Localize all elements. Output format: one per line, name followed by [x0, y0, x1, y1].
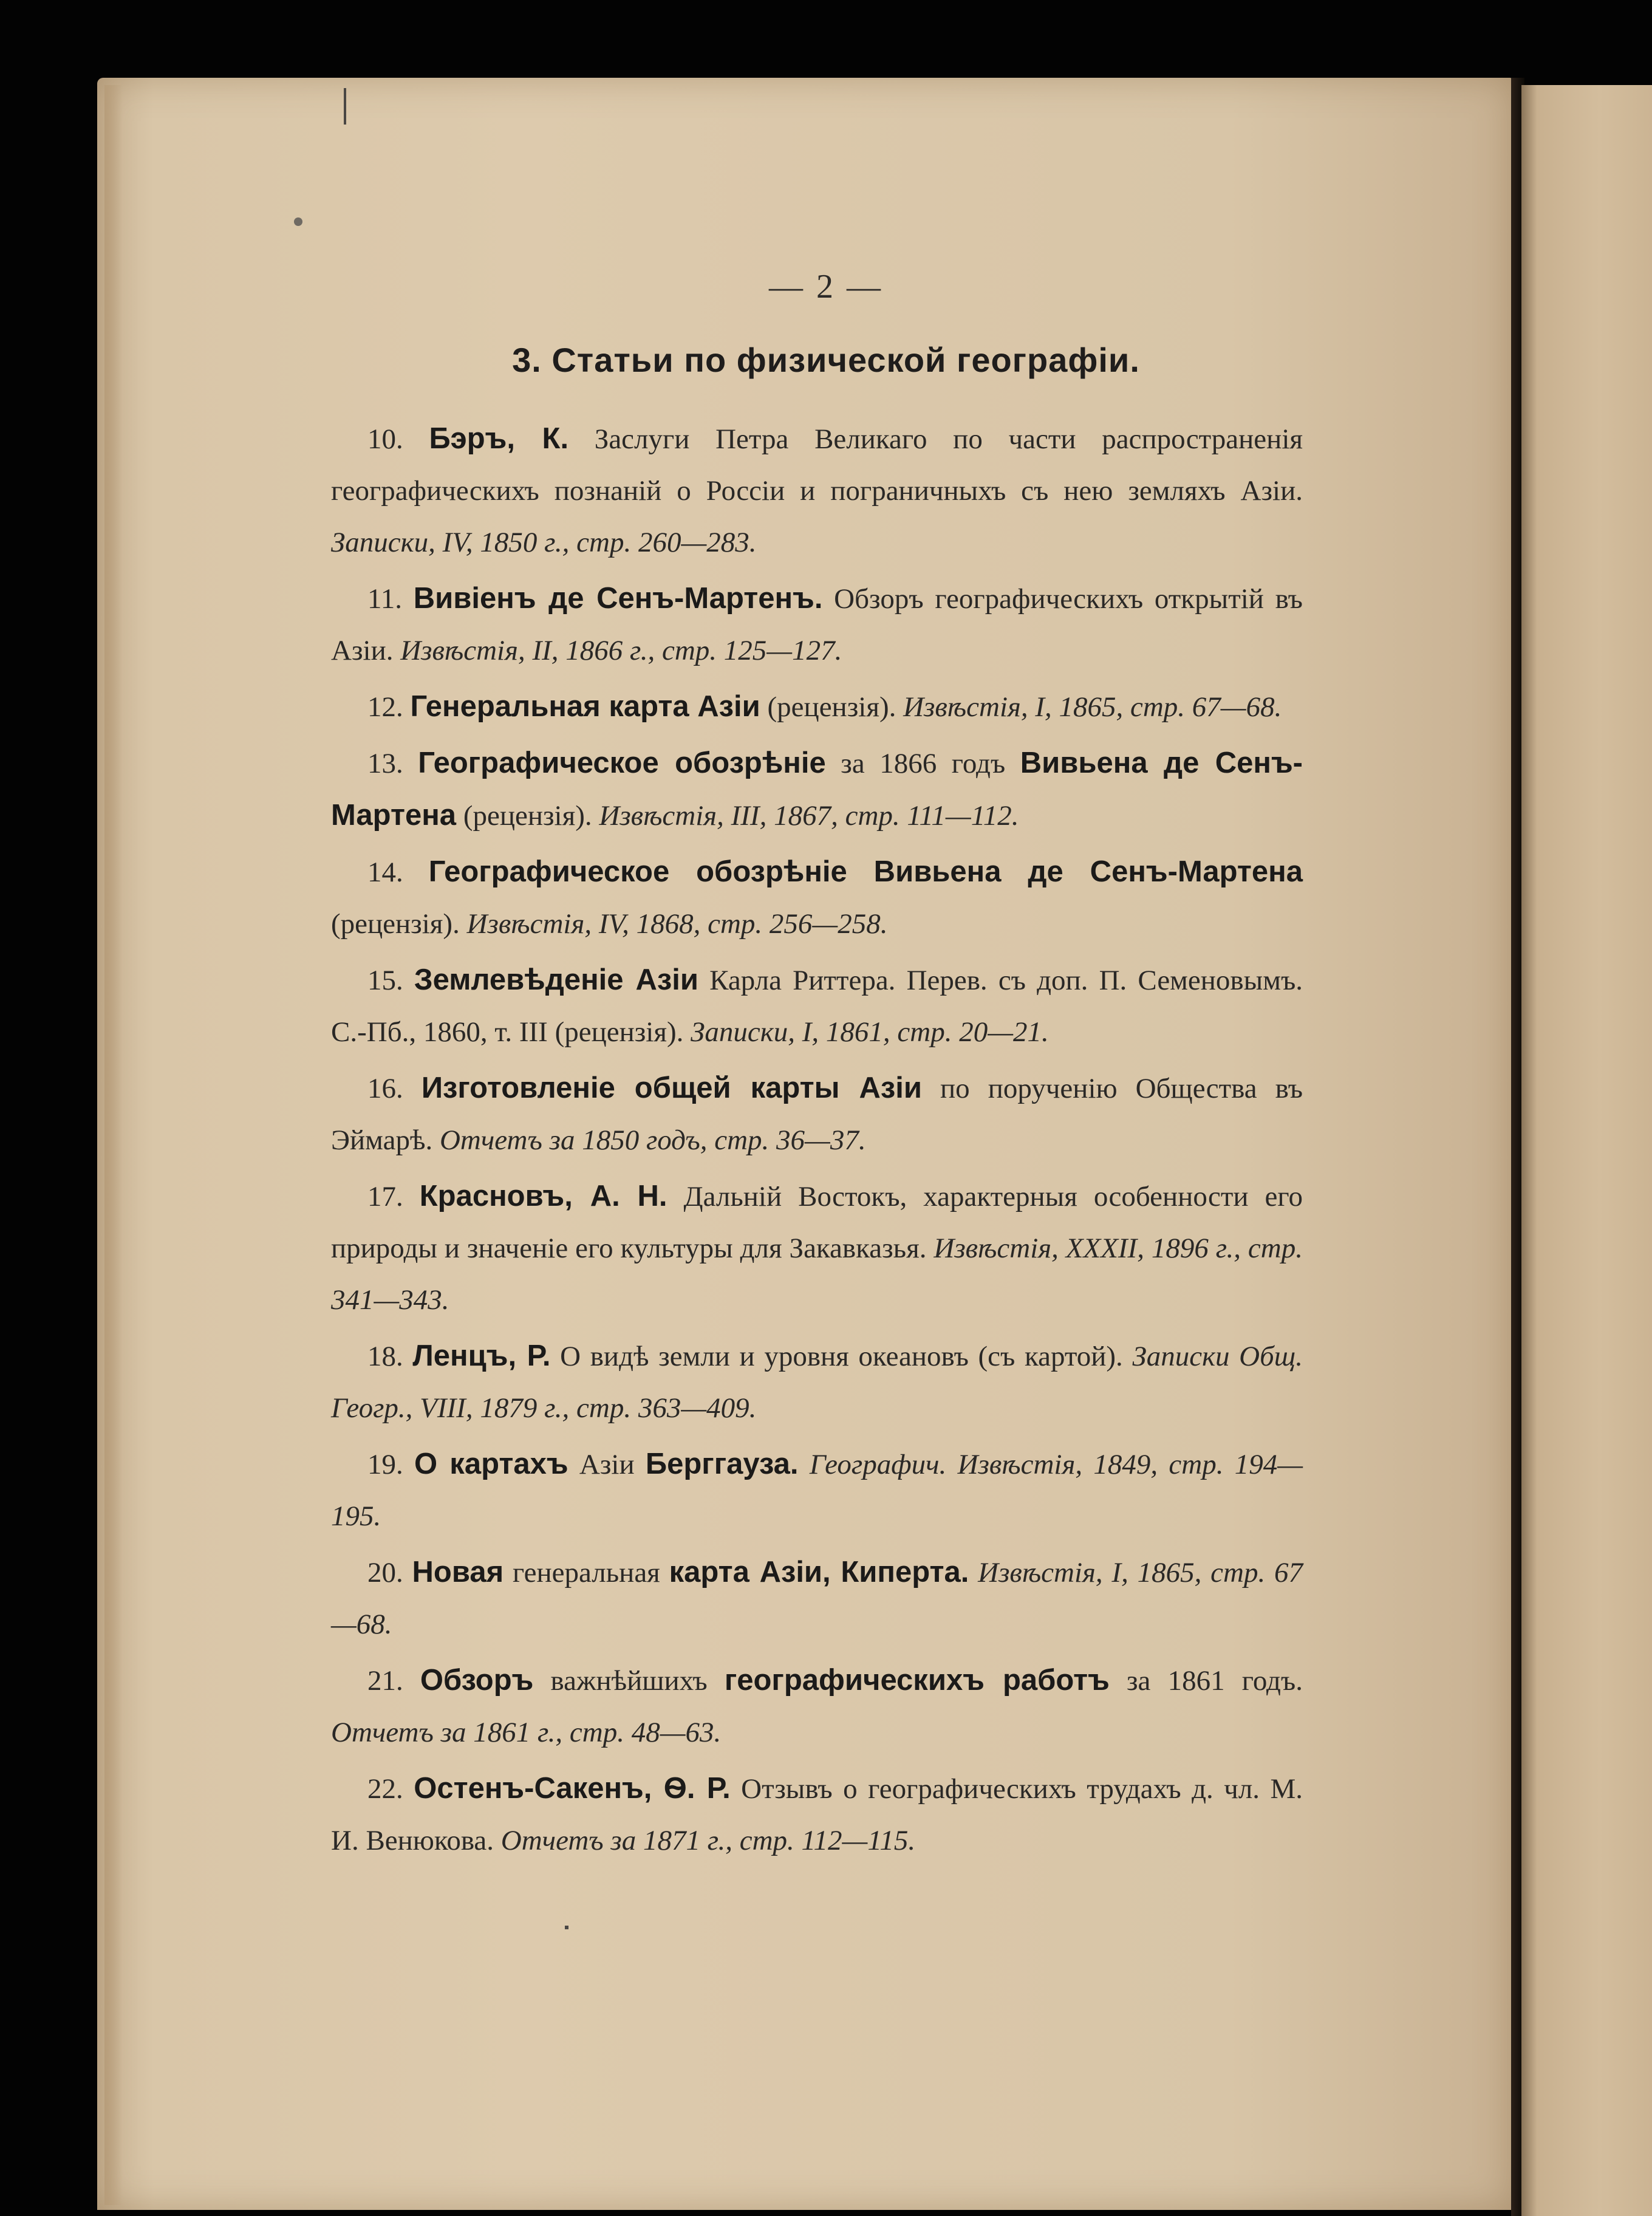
- entry-number: 18.: [367, 1341, 413, 1372]
- entry-source: Извѣстія, XXXII, 1896 г., стр. 341—343.: [331, 1233, 1303, 1316]
- bibliography-entry: [331, 846, 1303, 950]
- entry-number: 22.: [367, 1773, 414, 1805]
- entry-text: (рецензія).: [331, 908, 467, 940]
- page-number: — 2 —: [769, 268, 883, 306]
- entry-heading: Генеральная карта Азіи: [410, 690, 760, 723]
- entry-source: Записки, I, 1861, стр. 20—21.: [691, 1016, 1049, 1048]
- entry-text: [969, 1557, 978, 1588]
- entry-text: Дальній Востокъ, характерныя особенности его природы и значеніе его культуры для Закавказья.: [331, 1181, 1303, 1264]
- entry-source: Записки Общ. Геогр., VIII, 1879 г., стр. 363—409.: [331, 1341, 1303, 1424]
- entry-heading: О картахъ: [414, 1448, 568, 1480]
- bibliography-entry: [331, 1330, 1303, 1434]
- paper-spot: [294, 217, 302, 226]
- entry-source: Отчетъ за 1871 г., стр. 112—115.: [500, 1825, 916, 1856]
- bibliography-entry: [331, 413, 1303, 569]
- entry-source: Записки, IV, 1850 г., стр. 260—283.: [331, 527, 757, 558]
- entry-heading: Красновъ, А. Н.: [419, 1180, 667, 1212]
- bibliography-entry: [331, 737, 1303, 842]
- entry-source: Отчетъ за 1850 годъ, стр. 36—37.: [439, 1124, 866, 1156]
- bibliography-entry: [331, 1763, 1303, 1867]
- entry-heading: Бэръ, К.: [429, 422, 569, 455]
- entry-heading: Обзоръ: [420, 1664, 534, 1697]
- entry-text: за 1861 годъ.: [1109, 1665, 1303, 1697]
- section-title: 3. Статьи по физической географіи.: [512, 341, 1140, 379]
- entry-text: Азіи: [568, 1449, 646, 1480]
- bibliography-entry: [331, 1171, 1303, 1326]
- entry-heading: Землевѣденіе Азіи: [414, 963, 699, 996]
- entry-number: 21.: [367, 1665, 420, 1697]
- entry-number: 16.: [367, 1073, 422, 1104]
- entry-text: (рецензія).: [760, 691, 904, 723]
- entry-text: генеральная: [503, 1557, 669, 1588]
- entry-text: (рецензія).: [456, 800, 599, 832]
- entry-text: за 1866 годъ: [825, 748, 1020, 779]
- entry-source: Извѣстія, IV, 1868, стр. 256—258.: [466, 908, 888, 940]
- bibliography-entry: [331, 1547, 1303, 1650]
- entry-text: Обзоръ географическихъ открытій въ Азіи.: [331, 583, 1303, 666]
- entry-text: [799, 1449, 810, 1480]
- page-edge: [104, 85, 123, 2205]
- entry-number: 17.: [367, 1181, 420, 1212]
- entry-source: Извѣстія, I, 1865, стр. 67—68.: [903, 691, 1282, 723]
- entry-text: по порученію Общества въ Эймарѣ.: [331, 1073, 1303, 1156]
- entry-number: 19.: [367, 1449, 415, 1480]
- bibliography-entry: [331, 573, 1303, 677]
- entry-text: Отзывъ о географическихъ трудахъ д. чл. М. И. Венюкова.: [331, 1773, 1303, 1856]
- entry-heading: Берггауза.: [645, 1448, 799, 1480]
- entry-number: 12.: [367, 691, 411, 723]
- entry-heading: Изготовленіе общей карты Азіи: [421, 1072, 922, 1104]
- bibliography-entry: [331, 1655, 1303, 1759]
- entry-number: 13.: [367, 748, 418, 779]
- entry-heading: географическихъ работъ: [724, 1664, 1110, 1697]
- entry-source: Извѣстія, I, 1865, стр. 67—68.: [331, 1557, 1303, 1640]
- bibliography-entry: [331, 681, 1303, 733]
- entry-heading: Географическое обозрѣніе: [418, 747, 826, 779]
- entry-number: 11.: [367, 583, 414, 615]
- entry-source: Извѣстія, II, 1866 г., стр. 125—127.: [400, 635, 842, 666]
- entry-heading: Ленцъ, Р.: [412, 1339, 551, 1372]
- entry-heading: карта Азіи, Киперта.: [669, 1556, 969, 1588]
- entry-source: Географич. Извѣстія, 1849, стр. 194—195.: [331, 1449, 1303, 1532]
- entry-heading: Новая: [412, 1556, 504, 1588]
- bibliography-list: [331, 413, 1303, 1871]
- paper-mark: [565, 1926, 568, 1929]
- entry-number: 14.: [367, 857, 429, 888]
- bibliography-entry: [331, 1438, 1303, 1542]
- entry-text: Карла Риттера. Перев. съ доп. П. Семеновымъ. С.-Пб., 1860, т. III (рецензія).: [331, 965, 1303, 1048]
- entry-heading: Вивіенъ де Сенъ-Мартенъ.: [413, 582, 823, 615]
- paper-mark: [344, 88, 346, 125]
- entry-text: важнѣйшихъ: [533, 1665, 725, 1697]
- entry-text: Заслуги Петра Великаго по части распространенія географическихъ познаній о Россіи и пограничныхъ съ нею земляхъ Азіи.: [331, 423, 1303, 507]
- entry-heading: Остенъ-Сакенъ, Ѳ. Р.: [414, 1772, 731, 1805]
- bibliography-entry: [331, 1062, 1303, 1166]
- entry-source: Отчетъ за 1861 г., стр. 48—63.: [331, 1717, 722, 1748]
- entry-number: 10.: [367, 423, 429, 455]
- adjacent-page-edge: [1521, 85, 1652, 2216]
- entry-number: 20.: [367, 1557, 412, 1588]
- entry-heading: Вивьена де Сенъ-Мартена: [331, 747, 1303, 832]
- entry-number: 15.: [367, 965, 414, 996]
- entry-heading: Географическое обозрѣніе Вивьена де Сенъ-Мартена: [428, 855, 1303, 888]
- entry-source: Извѣстія, III, 1867, стр. 111—112.: [599, 800, 1019, 832]
- entry-text: О видѣ земли и уровня океановъ (съ картой).: [550, 1341, 1133, 1372]
- bibliography-entry: [331, 954, 1303, 1058]
